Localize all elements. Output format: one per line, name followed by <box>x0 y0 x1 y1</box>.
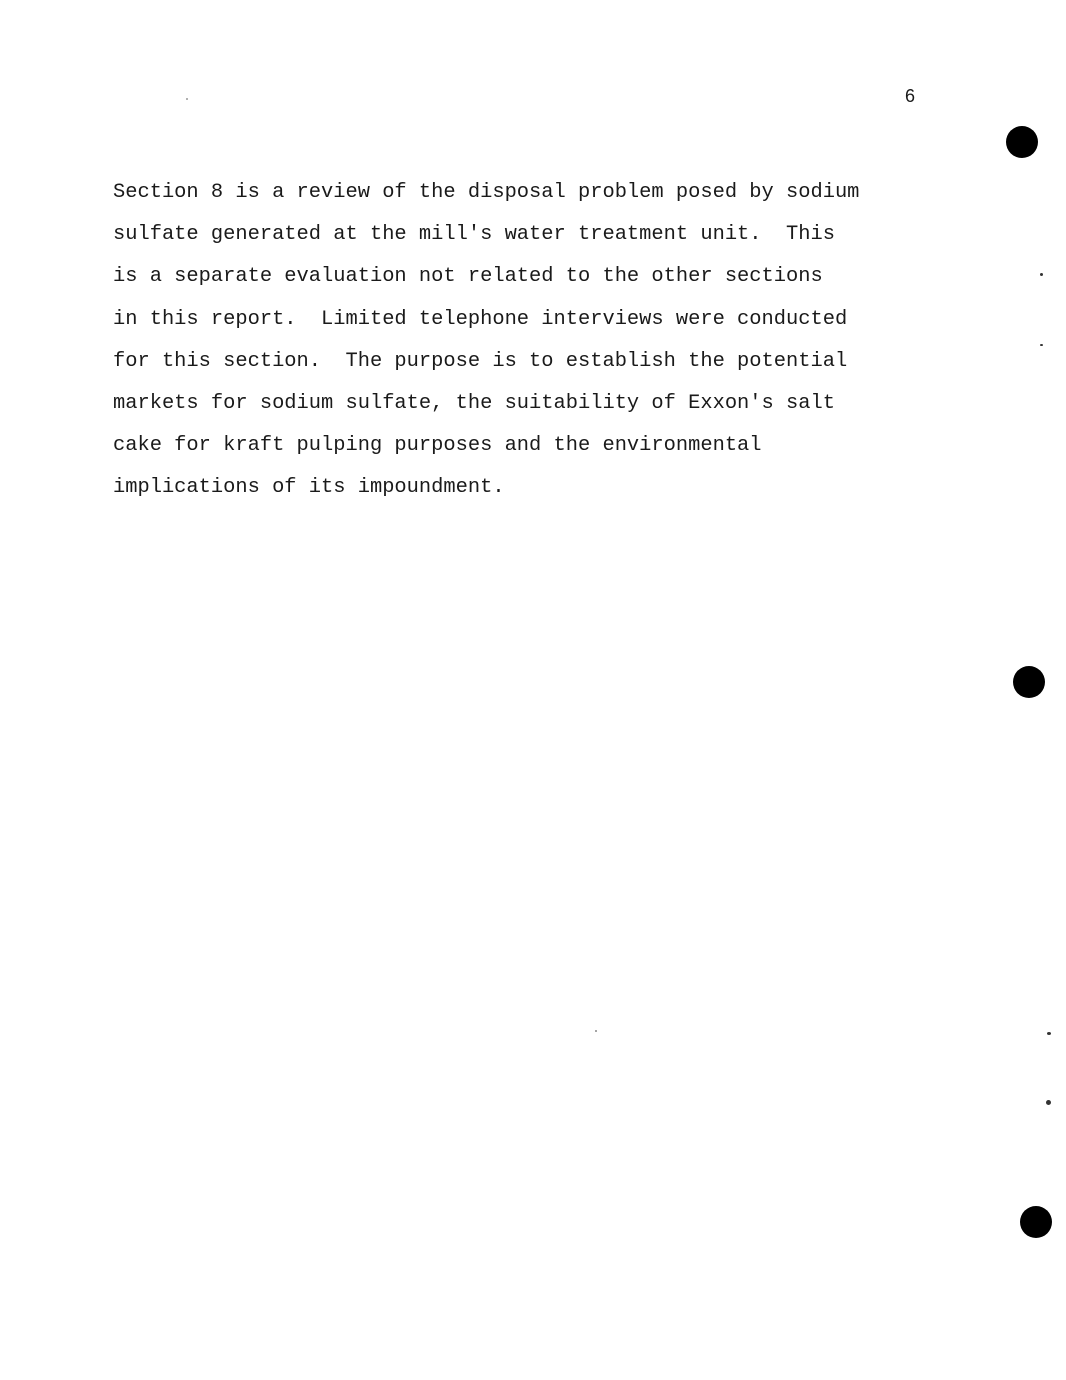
text-line: cake for kraft pulping purposes and the environmental <box>113 434 762 458</box>
body-paragraph <box>113 172 913 510</box>
scan-speck <box>1040 344 1043 346</box>
page-number: 6 <box>905 86 916 106</box>
punch-hole-bottom <box>1020 1206 1052 1238</box>
text-line: for this section. The purpose is to establish the potential <box>113 349 848 373</box>
scan-speck <box>1040 273 1043 276</box>
text-line: implications of its impoundment. <box>113 476 505 500</box>
text-line: Section 8 is a review of the disposal problem posed by sodium <box>113 181 860 204</box>
scan-speck <box>186 98 188 100</box>
text-line: in this report. Limited telephone interviews were conducted <box>113 307 848 331</box>
text-line: markets for sodium sulfate, the suitability of Exxon's salt <box>113 392 835 416</box>
scan-speck <box>595 1030 597 1032</box>
punch-hole-top <box>1006 126 1038 158</box>
scan-speck <box>1046 1100 1051 1105</box>
text-line: is a separate evaluation not related to the other sections <box>113 265 823 289</box>
punch-hole-middle <box>1013 666 1045 698</box>
scan-speck <box>1047 1032 1051 1035</box>
text-line: sulfate generated at the mill's water treatment unit. This <box>113 223 835 247</box>
